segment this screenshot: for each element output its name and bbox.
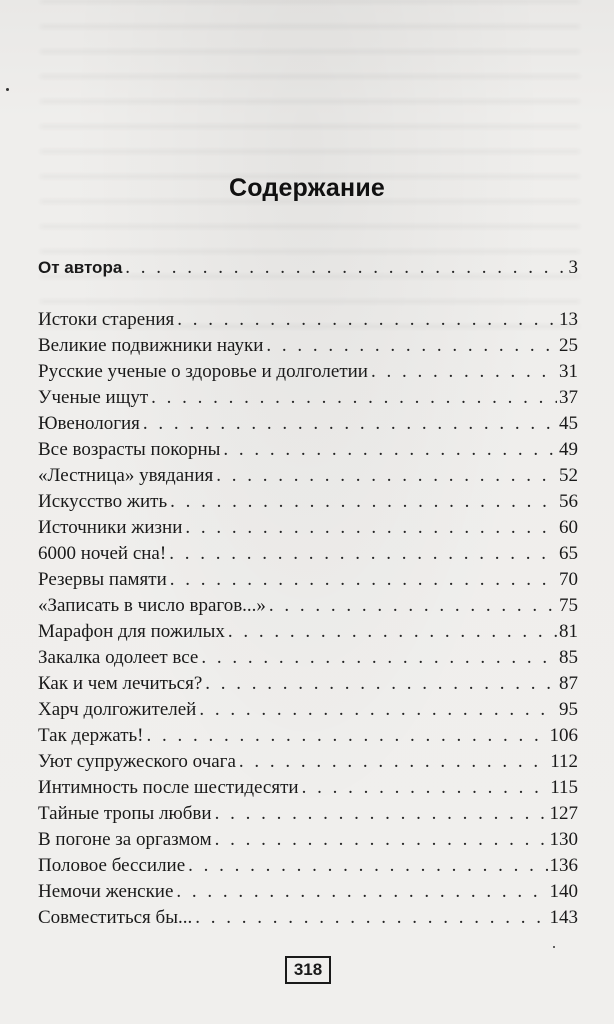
toc-entry (38, 412, 578, 436)
toc-entry-title: Резервы памяти (38, 569, 167, 590)
page-number-box: 318 (285, 956, 331, 984)
toc-entry (38, 880, 578, 904)
toc-entry (38, 906, 578, 930)
toc-entry-page: 143 (549, 907, 578, 928)
toc-leader-dots (215, 828, 548, 852)
toc-entry-page: 49 (559, 439, 578, 460)
toc-leader-dots (169, 542, 557, 566)
toc-leader-dots (188, 854, 547, 878)
show-through-text (40, 0, 580, 330)
toc-leader-dots (302, 776, 549, 800)
toc-entry-title: Ювенология (38, 413, 140, 434)
toc-entry (38, 542, 578, 566)
toc-entry-page: 60 (559, 517, 578, 538)
toc-entry-page: 81 (559, 621, 578, 642)
toc-leader-dots (216, 464, 557, 488)
toc-entry-title: Закалка одолеет все (38, 647, 199, 668)
toc-entry-title: «Записать в число врагов...» (38, 595, 266, 616)
toc-entry-page: 45 (559, 413, 578, 434)
toc-entry-title: Харч долгожителей (38, 699, 197, 720)
toc-entry (38, 438, 578, 462)
toc-entry-page: 75 (559, 595, 578, 616)
toc-leader-dots (176, 880, 547, 904)
toc-entry-title: В погоне за оргазмом (38, 829, 212, 850)
toc-entry-page: 25 (559, 335, 578, 356)
toc-entry (38, 568, 578, 592)
toc-entry (38, 802, 578, 826)
toc-leader-dots (185, 516, 557, 540)
toc-entry-page: 70 (559, 569, 578, 590)
toc-entry (38, 516, 578, 540)
toc-entry (38, 750, 578, 774)
toc-leader-dots (371, 360, 557, 384)
toc-leader-dots (125, 256, 566, 280)
toc-entry-page: 130 (549, 829, 578, 850)
toc-entry-page: 65 (559, 543, 578, 564)
toc-entry (38, 724, 578, 748)
toc-entry-title: От автора (38, 258, 123, 277)
toc-entry (38, 308, 578, 332)
toc-leader-dots (215, 802, 548, 826)
toc-entry-title: Искусство жить (38, 491, 168, 512)
toc-entry-title: Истоки старения (38, 309, 175, 330)
toc-leader-dots (177, 308, 557, 332)
toc-entry (38, 672, 578, 696)
toc-leader-dots (228, 620, 557, 644)
toc-entry-title: Уют супружеского очага (38, 751, 236, 772)
toc-leader-dots (143, 412, 557, 436)
toc-entry (38, 646, 578, 670)
toc-entry (38, 776, 578, 800)
toc-entry (38, 490, 578, 514)
toc-entry (38, 256, 578, 280)
toc-entry-title: Немочи женские (38, 881, 174, 902)
toc-entry (38, 620, 578, 644)
toc-entry (38, 698, 578, 722)
toc-entry (38, 360, 578, 384)
toc-leader-dots (170, 568, 557, 592)
toc-entry-page: 140 (549, 881, 578, 902)
toc-entry-title: «Лестница» увядания (38, 465, 214, 486)
toc-entry-page: 95 (559, 699, 578, 720)
toc-entry (38, 828, 578, 852)
toc-entry-title: Все возрасты покорны (38, 439, 221, 460)
toc-entry-page: 31 (559, 361, 578, 382)
toc-entry-title: Источники жизни (38, 517, 183, 538)
toc-entry-title: Как и чем лечиться? (38, 673, 203, 694)
toc-entry (38, 854, 578, 878)
page-title: Содержание (228, 174, 386, 202)
toc-leader-dots (201, 646, 557, 670)
toc-leader-dots (199, 698, 557, 722)
toc-entry-page: 127 (549, 803, 578, 824)
toc-entry-page: 85 (559, 647, 578, 668)
toc-entry (38, 334, 578, 358)
toc-leader-dots (266, 334, 557, 358)
toc-entry-page: 56 (559, 491, 578, 512)
toc-entry-page: 115 (550, 777, 578, 798)
toc-entry-title: Русские ученые о здоровье и долголетии (38, 361, 368, 382)
toc-entry-page: 52 (559, 465, 578, 486)
toc-leader-dots (147, 724, 548, 748)
toc-entry-title: Ученые ищут (38, 387, 149, 408)
toc-leader-dots (205, 672, 557, 696)
toc-entry-title: Так держать! (38, 725, 144, 746)
toc-entry-page: 13 (559, 309, 578, 330)
toc-entry-page: 112 (550, 751, 578, 772)
toc-leader-dots (239, 750, 548, 774)
toc-leader-dots (170, 490, 557, 514)
toc-entry (38, 386, 578, 410)
toc-entry-title: Тайные тропы любви (38, 803, 212, 824)
toc-entry-title: Марафон для пожилых (38, 621, 225, 642)
toc-leader-dots (223, 438, 557, 462)
toc-entry (38, 594, 578, 618)
toc-leader-dots (195, 906, 547, 930)
toc-entry-title: 6000 ночей сна! (38, 543, 167, 564)
toc-entry-title: Половое бессилие (38, 855, 186, 876)
toc-entry-page: 106 (549, 725, 578, 746)
toc-entry-title: Великие подвижники науки (38, 335, 264, 356)
toc-entry-page: 87 (559, 673, 578, 694)
paper-speck (553, 946, 555, 948)
toc-leader-dots (151, 386, 557, 410)
toc-entry-title: Совместиться бы... (38, 907, 193, 928)
toc-entry-title: Интимность после шестидесяти (38, 777, 299, 798)
toc-entry-page: 37 (559, 387, 578, 408)
toc-entry-page: 3 (568, 257, 578, 278)
toc-entry (38, 464, 578, 488)
toc-entry-page: 136 (549, 855, 578, 876)
toc-leader-dots (269, 594, 557, 618)
paper-speck (6, 88, 9, 91)
